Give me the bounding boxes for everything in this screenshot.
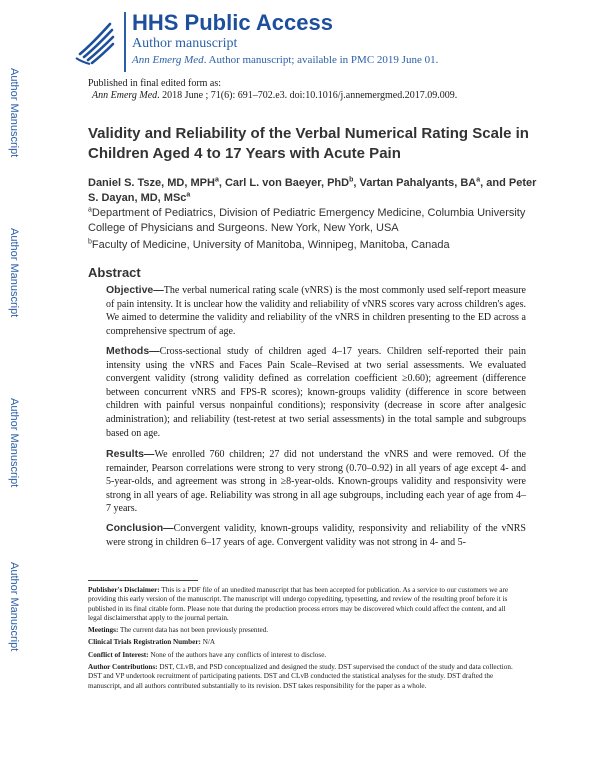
- footnotes: [88, 586, 513, 694]
- journal-availability: . Author manuscript; available in PMC 2019 June 01.: [203, 54, 439, 66]
- abstract-heading: Abstract: [88, 265, 141, 280]
- author-separator: ,: [218, 177, 225, 189]
- publication-info: [88, 78, 568, 102]
- affiliation-marker: a: [88, 206, 92, 214]
- abstract-section-text: Convergent validity, known-groups validity, responsivity and reliability of the vNRS were strong in children 6–17 years of age. Convergent validity was not strong in 4- and 5-: [106, 523, 526, 548]
- footnote-label: Publisher's Disclaimer:: [88, 586, 160, 594]
- header-subtitle: Author manuscript: [132, 36, 238, 51]
- author-name: Carl L. von Baeyer, PhD: [224, 177, 350, 189]
- author-affiliation-marker: b: [349, 176, 354, 184]
- abstract-conclusion: [106, 522, 526, 549]
- hhs-eagle-logo-icon: [72, 14, 118, 66]
- abstract-results: [106, 448, 526, 516]
- abstract-section-text: We enrolled 760 children; 27 did not understand the vNRS and were removed. Of the remainder, Pearson correlations were strong to very strong (0.70–0.92) in all years of age except 4- and 5-year-olds, and agreement was strong in ≥8-year-olds. Known-groups validity and responsivity were strong in all years of age. Reliability was strong in all age subgroups, including each year of age from 4–7 years.: [106, 449, 526, 515]
- affiliation: [88, 238, 538, 253]
- author-affiliation-marker: a: [476, 176, 481, 184]
- footnote-label: Meetings:: [88, 626, 119, 635]
- footnote: [88, 663, 513, 691]
- footnote-text: This is a PDF file of an unedited manuscript that has been accepted for publication. As a service to our customers we are providing this early version of the manuscript. The manuscript will undergo copyediting, typesetting, and review of the resulting proof before it is published in its final citable form. Please note that during the production process errors may be discovered which could affect the content, and all legal disclaimersthat apply to the journal pertain.: [88, 586, 509, 622]
- citation-journal: Ann Emerg Med: [92, 90, 158, 101]
- author-affiliation-marker: a: [214, 176, 219, 184]
- side-label-author-manuscript: Author Manuscript: [8, 68, 20, 158]
- abstract-section-label: Objective—: [106, 284, 164, 296]
- abstract-section-label: Results—: [106, 448, 155, 460]
- author-affiliation-marker: a: [186, 191, 191, 199]
- side-label-author-manuscript: Author Manuscript: [8, 228, 20, 318]
- abstract-section-text: Cross-sectional study of children aged 4–17 years. Children self-reported their pain intensity using the vNRS and Faces Pain Scale–Revised at two serial assessments. We evaluated convergent validity (strong validity defined as correlation coefficient ≥0.60); agreement (difference between concurrent vNRS and FPS-R scores); known-groups validity (difference in score between children with painful versus nonpainful conditions); responsivity (decrease in score after analgesic administration); and reliability (test-retest at two serial assessments) in the total sample and subgroups based on age.: [106, 346, 526, 439]
- author-name: Vartan Pahalyants, BA: [359, 177, 477, 189]
- abstract-section-label: Conclusion—: [106, 522, 174, 534]
- header-divider: [124, 12, 126, 72]
- footnote-divider: [88, 580, 198, 581]
- affiliation: [88, 206, 538, 236]
- citation: [88, 90, 568, 102]
- footnote-text: The current data has not been previously presented.: [118, 626, 269, 635]
- author-name: Daniel S. Tsze, MD, MPH: [88, 177, 215, 189]
- footnote-text: None of the authors have any conflicts of interest to disclose.: [148, 650, 327, 659]
- abstract-section-label: Methods—: [106, 345, 160, 357]
- footnote: [88, 586, 513, 623]
- citation-details: . 2018 June ; 71(6): 691–702.e3. doi:10.1016/j.annemergmed.2017.09.009.: [157, 90, 458, 101]
- abstract-objective: [106, 284, 526, 338]
- affiliation-text: Department of Pediatrics, Division of Pediatric Emergency Medicine, Columbia University College of Physicians and Surgeons. New York, New York, USA: [88, 207, 526, 234]
- footnote: [88, 626, 513, 635]
- author-name: Peter S. Dayan, MD, MSc: [88, 177, 537, 204]
- author-separator: ,: [353, 177, 360, 189]
- article-title: Validity and Reliability of the Verbal Numerical Rating Scale in Children Aged 4 to 17 Years with Acute Pain: [88, 125, 529, 162]
- footnote-label: Clinical Trials Registration Number:: [88, 638, 201, 647]
- published-line: Published in final edited form as:: [88, 78, 222, 89]
- header-journal-line: [132, 54, 438, 66]
- footnote-text: N/A: [200, 638, 216, 647]
- footnote-label: Author Contributions:: [88, 663, 158, 672]
- author-separator: , and: [480, 177, 509, 189]
- header-title: HHS Public Access: [132, 10, 333, 35]
- side-label-author-manuscript: Author Manuscript: [8, 562, 20, 652]
- abstract-section-text: The verbal numerical rating scale (vNRS) is the most commonly used self-report measure of pain intensity. It is unclear how the validity and reliability of vNRS scores vary across children's ages. We aimed to determine the validity and reliability of the vNRS in children presenting to the ED across a comprehensive spectrum of age.: [106, 285, 526, 337]
- affiliation-text: Faculty of Medicine, University of Manitoba, Winnipeg, Manitoba, Canada: [91, 239, 450, 251]
- abstract-methods: [106, 345, 526, 440]
- hhs-header: [72, 12, 572, 70]
- footnote: [88, 651, 513, 660]
- journal-name: Ann Emerg Med: [132, 54, 204, 66]
- affiliation-marker: b: [88, 238, 92, 246]
- footnote: [88, 638, 513, 647]
- author-list: [88, 176, 538, 206]
- side-label-author-manuscript: Author Manuscript: [8, 398, 20, 488]
- footnote-text: DST, CLvB, and PSD conceptualized and designed the study. DST supervised the conduct of the study and data collection. DST and VP undertook recruitment of participating patients. DST and CLvB conducted the statistical analyses for the study. DST drafted the manuscript, and all authors contributed substantially to its revision. DST takes responsibility for the paper as a whole.: [88, 663, 513, 690]
- footnote-label: Conflict of Interest:: [88, 650, 149, 659]
